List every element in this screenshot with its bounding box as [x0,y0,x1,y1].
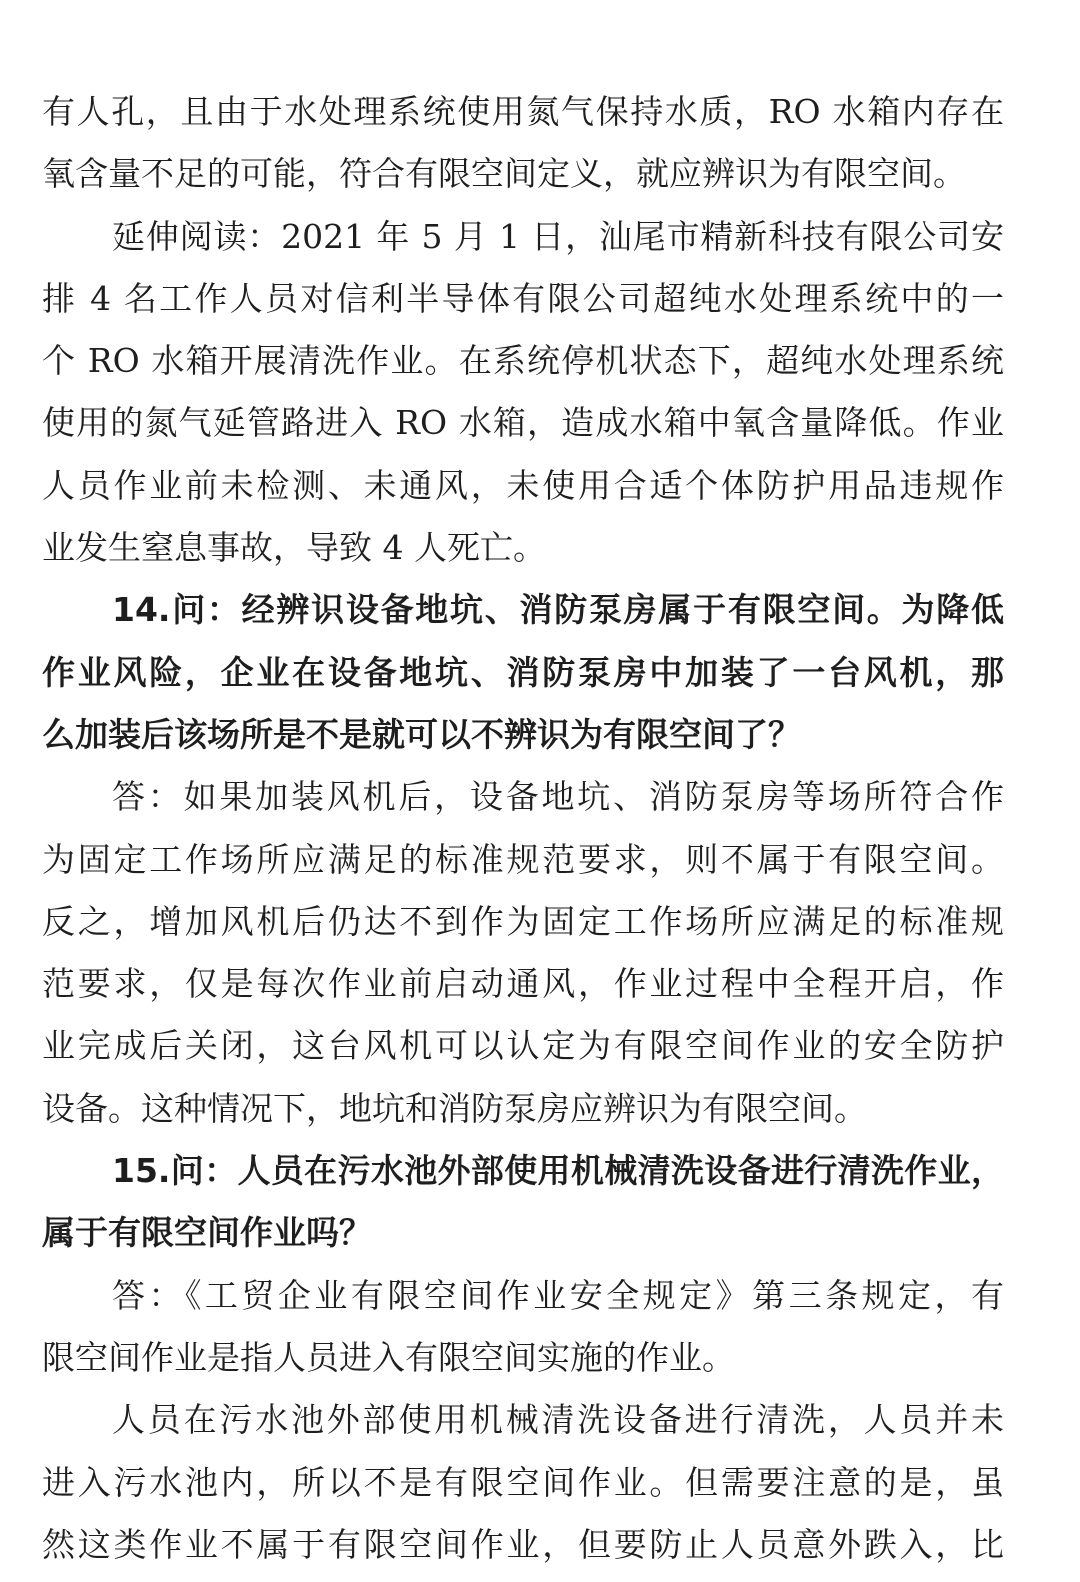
question-15-heading: 15.问：人员在污水池外部使用机械清洗设备进行清洗作业， [112,1151,1004,1191]
answer-15-line: 限空间作业是指人员进入有限空间实施的作业。 [42,1337,735,1377]
answer-15-line: 进入污水池内，所以不是有限空间作业。但需要注意的是，虽 [42,1462,1004,1502]
question-14-line: 么加装后该场所是不是就可以不辨识为有限空间了？ [42,714,801,754]
text-line: 有人孔，且由于水处理系统使用氮气保持水质，RO 水箱内存在 [42,92,1004,131]
text-line: 业发生窒息事故，导致 4 人死亡。 [42,528,546,568]
answer-14-line: 反之，增加风机后仍达不到作为固定工作场所应满足的标准规 [42,901,1004,941]
answer-15-line: 然这类作业不属于有限空间作业，但要防止人员意外跌入，比 [42,1524,1004,1564]
text-line: 使用的氮气延管路进入 RO 水箱，造成水箱中氧含量降低。作业 [42,403,1004,443]
answer-14-line: 答：如果加装风机后，设备地坑、消防泵房等场所符合作 [112,777,1004,817]
text-line: 氧含量不足的可能，符合有限空间定义，就应辨识为有限空间。 [42,154,966,194]
answer-14-line: 业完成后关闭，这台风机可以认定为有限空间作业的安全防护 [42,1026,1004,1066]
text-line: 个 RO 水箱开展清洗作业。在系统停机状态下，超纯水处理系统 [42,341,1004,381]
extended-reading-line: 延伸阅读：2021 年 5 月 1 日，汕尾市精新科技有限公司安 [112,216,1004,256]
answer-14-line: 设备。这种情况下，地坑和消防泵房应辨识为有限空间。 [42,1088,867,1128]
question-15-line: 属于有限空间作业吗？ [42,1213,372,1253]
text-line: 人员作业前未检测、未通风，未使用合适个体防护用品违规作 [42,465,1004,505]
answer-15-line: 答：《工贸企业有限空间作业安全规定》第三条规定，有 [112,1275,1004,1315]
answer-14-line: 范要求，仅是每次作业前启动通风，作业过程中全程开启，作 [42,964,1004,1004]
text-line: 排 4 名工作人员对信利半导体有限公司超纯水处理系统中的一 [42,278,1004,318]
answer-15-line: 人员在污水池外部使用机械清洗设备进行清洗，人员并未 [112,1400,1004,1440]
question-14-line: 作业风险，企业在设备地坑、消防泵房中加装了一台风机，那 [42,652,1004,692]
question-14-heading: 14.问：经辨识设备地坑、消防泵房属于有限空间。为降低 [112,590,1004,630]
answer-14-line: 为固定工作场所应满足的标准规范要求，则不属于有限空间。 [42,839,1004,879]
document-page [42,81,1004,1576]
